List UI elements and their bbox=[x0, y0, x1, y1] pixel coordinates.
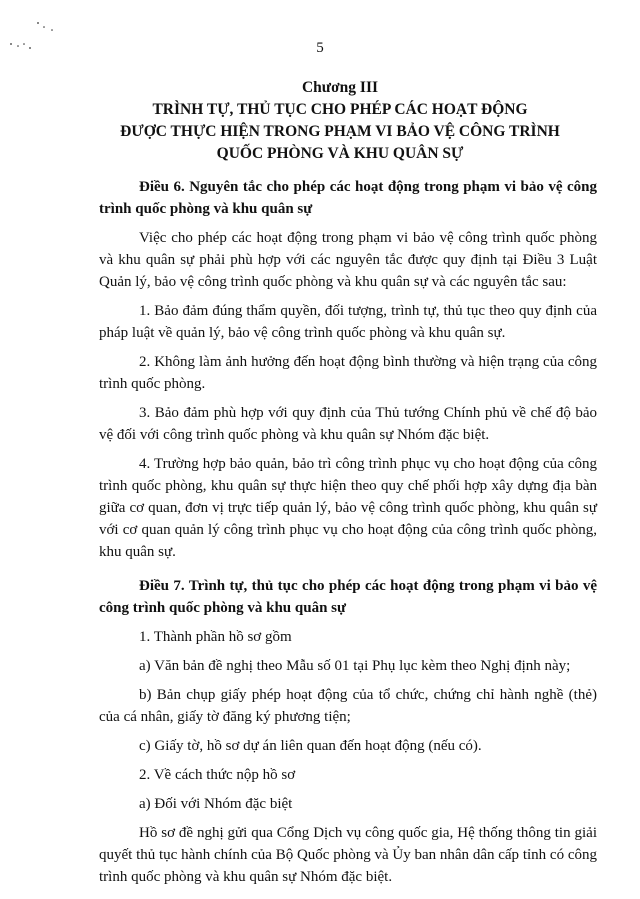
document-body bbox=[99, 176, 597, 895]
article-6-item: 1. Bảo đảm đúng thẩm quyền, đối tượng, trình tự, thủ tục theo quy định của pháp luật về quản lý, bảo vệ công trình quốc phòng và khu quân sự. bbox=[99, 303, 597, 341]
article-7-final-paragraph: Hồ sơ đề nghị gửi qua Cổng Dịch vụ công quốc gia, Hệ thống thông tin giải quyết thủ tục hành chính của Bộ Quốc phòng và Ủy ban nhân dân cấp tỉnh có công trình quốc phòng và khu quân sự Nhóm đặc biệt. bbox=[99, 825, 597, 885]
article-6-item: 2. Không làm ảnh hưởng đến hoạt động bình thường và hiện trạng của công trình quốc phòng. bbox=[99, 354, 597, 392]
article-7-section-1: 1. Thành phần hồ sơ gồm bbox=[139, 629, 292, 645]
chapter-title-line: TRÌNH TỰ, THỦ TỤC CHO PHÉP CÁC HOẠT ĐỘNG bbox=[152, 101, 528, 118]
article-7-item-c: c) Giấy tờ, hồ sơ dự án liên quan đến hoạt động (nếu có). bbox=[139, 738, 482, 754]
chapter-title-line: QUỐC PHÒNG VÀ KHU QUÂN SỰ bbox=[216, 145, 464, 162]
chapter-number: Chương III bbox=[301, 79, 379, 96]
article-6-item: 3. Bảo đảm phù hợp với quy định của Thủ tướng Chính phủ về chế độ bảo vệ đối với công trình quốc phòng và khu quân sự Nhóm đặc biệt. bbox=[99, 405, 597, 443]
page-number: 5 bbox=[316, 40, 324, 56]
article-6-intro: Việc cho phép các hoạt động trong phạm vi bảo vệ công trình quốc phòng và khu quân sự phải phù hợp với các nguyên tắc được quy định tại Điều 3 Luật Quản lý, bảo vệ công trình quốc phòng và khu quân sự và các nguyên tắc sau: bbox=[99, 230, 597, 290]
chapter-title-line: ĐƯỢC THỰC HIỆN TRONG PHẠM VI BẢO VỆ CÔNG TRÌNH bbox=[120, 123, 560, 140]
article-6-heading: Điều 6. Nguyên tắc cho phép các hoạt động trong phạm vi bảo vệ công trình quốc phòng và khu quân sự bbox=[99, 179, 597, 217]
article-7-item-b: b) Bản chụp giấy phép hoạt động của tổ chức, chứng chỉ hành nghề (thẻ) của cá nhân, giấy tờ đăng ký phương tiện; bbox=[99, 687, 597, 725]
article-7-section-2: 2. Về cách thức nộp hồ sơ bbox=[139, 767, 296, 783]
article-6-item: 4. Trường hợp bảo quản, bảo trì công trình phục vụ cho hoạt động của công trình quốc phòng, khu quân sự thực hiện theo quy chế phối hợp xây dựng địa bàn giữa cơ quan, đơn vị trực tiếp quản lý, bảo vệ công trình quốc phòng, khu quân sự với cơ quan quản lý công trình phục vụ cho hoạt động của công trình quốc phòng, khu quân sự. bbox=[99, 456, 597, 560]
article-7-item-a: a) Văn bản đề nghị theo Mẫu số 01 tại Phụ lục kèm theo Nghị định này; bbox=[139, 658, 571, 674]
chapter-header bbox=[60, 77, 620, 165]
article-7-heading: Điều 7. Trình tự, thủ tục cho phép các hoạt động trong phạm vi bảo vệ công trình quốc phòng và khu quân sự bbox=[99, 578, 597, 616]
scan-specks bbox=[0, 0, 90, 70]
article-7-section-2-a: a) Đối với Nhóm đặc biệt bbox=[139, 796, 293, 812]
